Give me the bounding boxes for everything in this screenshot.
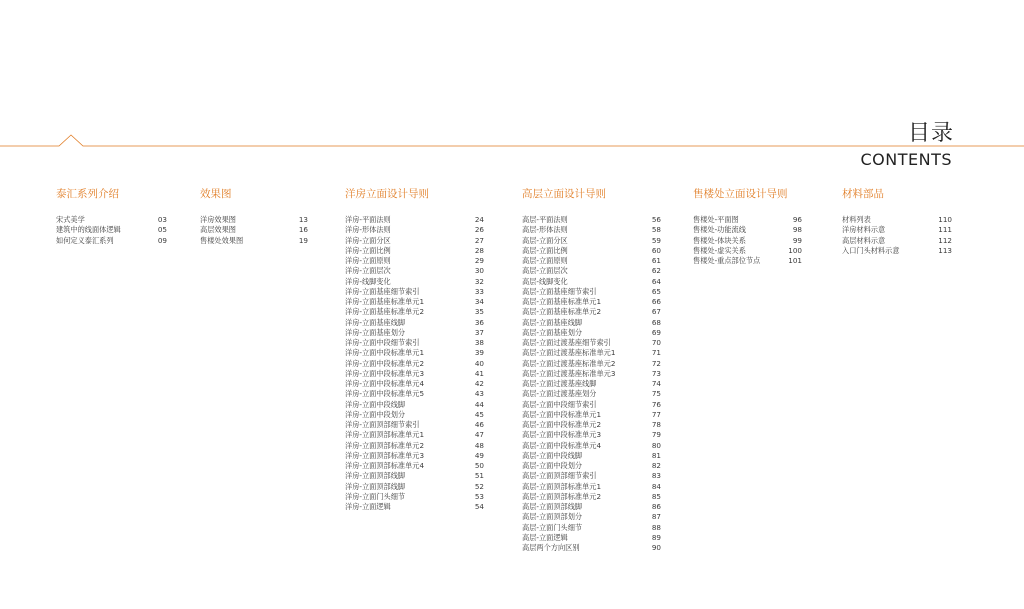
toc-entry[interactable]: [345, 482, 484, 492]
entry-page-number: 61: [651, 256, 661, 265]
toc-entry[interactable]: [200, 236, 308, 246]
toc-entry[interactable]: [522, 523, 661, 533]
toc-entry[interactable]: [345, 359, 484, 369]
entry-page-number: 16: [298, 225, 308, 235]
entry-title: 高层-立面顶部标准单元1: [522, 481, 602, 491]
entry-title: 高层两个方向区别: [522, 543, 580, 552]
entry-page-number: 68: [651, 317, 661, 327]
entry-title: 高层-线脚变化: [522, 276, 568, 286]
entry-title: 高层-形体法则: [522, 225, 568, 235]
entry-page-number: 38: [474, 338, 484, 347]
entry-page-number: 27: [474, 235, 484, 245]
toc-entry[interactable]: [522, 533, 661, 543]
toc-entry[interactable]: [842, 225, 952, 235]
entry-page-number: 74: [651, 379, 661, 388]
entry-title: 高层-立面顶部线脚: [522, 502, 583, 511]
entry-title: 高层-立面比例: [522, 245, 568, 255]
toc-section: [842, 186, 952, 256]
entry-page-number: 30: [474, 266, 484, 276]
entry-page-number: 45: [474, 409, 484, 419]
entry-title: 入口门头材料示意: [842, 245, 900, 255]
entry-title: 洋房-立面顶部线脚: [345, 471, 406, 481]
entry-page-number: 24: [474, 215, 484, 224]
entry-page-number: 75: [651, 389, 661, 399]
entry-page-number: 89: [651, 532, 661, 542]
entry-page-number: 41: [474, 368, 484, 378]
page-title: 目录: [907, 121, 954, 146]
entry-title: 洋房-立面原则: [345, 256, 391, 265]
toc-entry[interactable]: [345, 389, 484, 399]
entry-title: 高层-立面顶部划分: [522, 512, 583, 522]
entry-page-number: 100: [788, 245, 802, 255]
toc-entry[interactable]: [345, 471, 484, 481]
entry-title: 高层-立面中段线脚: [522, 450, 583, 460]
entry-page-number: 87: [651, 512, 661, 522]
toc-entry[interactable]: [200, 215, 308, 225]
entry-title: 洋房-立面中段标准单元5: [345, 389, 425, 399]
entry-page-number: 86: [651, 502, 661, 511]
entry-title: 高层-立面基座标准单元1: [522, 297, 602, 306]
entry-title: 洋房-立面顶部线脚: [345, 481, 406, 491]
entry-page-number: 40: [474, 358, 484, 368]
toc-entry[interactable]: [522, 451, 661, 461]
entry-page-number: 36: [474, 317, 484, 327]
toc-entry[interactable]: [522, 512, 661, 522]
toc-entry[interactable]: [522, 369, 661, 379]
entry-title: 高层-立面过渡基座线脚: [522, 379, 597, 388]
toc-entry[interactable]: [345, 277, 484, 287]
toc-entry[interactable]: [522, 318, 661, 328]
section-heading: 高层立面设计导则: [522, 188, 606, 200]
entry-title: 洋房-立面中段标准单元3: [345, 368, 425, 378]
entry-title: 高层效果图: [200, 225, 236, 235]
entry-title: 高层材料示意: [842, 235, 886, 245]
entry-page-number: 37: [474, 327, 484, 337]
entry-page-number: 84: [651, 481, 661, 491]
toc-entry[interactable]: [522, 225, 661, 235]
entry-title: 高层-立面中段标准单元3: [522, 430, 602, 440]
entry-page-number: 69: [651, 327, 661, 337]
entry-title: 高层-立面层次: [522, 266, 568, 276]
entry-title: 高层-立面中段划分: [522, 461, 583, 470]
entry-title: 高层-立面基座细节索引: [522, 286, 597, 296]
entry-page-number: 85: [651, 491, 661, 501]
section-heading: 售楼处立面设计导则: [693, 188, 788, 200]
toc-entry[interactable]: [345, 492, 484, 502]
entry-page-number: 82: [651, 461, 661, 470]
section-heading: 效果图: [200, 188, 232, 200]
entry-title: 高层-立面顶部标准单元2: [522, 491, 602, 501]
entry-page-number: 29: [474, 256, 484, 265]
toc-entry[interactable]: [693, 246, 802, 256]
entry-page-number: 26: [474, 225, 484, 235]
toc-entry[interactable]: [693, 236, 802, 246]
toc-entry[interactable]: [200, 225, 308, 235]
section-heading: 洋房立面设计导则: [345, 188, 429, 200]
entry-title: 洋房-立面基座线脚: [345, 317, 406, 327]
entry-title: 高层-立面过渡基座标准单元3: [522, 368, 616, 378]
entry-title: 洋房-立面顶部标准单元4: [345, 461, 425, 470]
entry-title: 高层-立面顶部细节索引: [522, 471, 597, 481]
entry-page-number: 48: [474, 440, 484, 450]
entry-title: 洋房-立面基座划分: [345, 327, 406, 337]
entry-page-number: 66: [651, 297, 661, 306]
entry-page-number: 46: [474, 420, 484, 429]
toc-entry[interactable]: [345, 348, 484, 358]
entry-page-number: 13: [298, 215, 308, 224]
entry-title: 洋房-立面顶部细节索引: [345, 420, 420, 429]
toc-entry[interactable]: [522, 461, 661, 471]
entry-title: 洋房-立面基座细节索引: [345, 286, 420, 296]
toc-entry[interactable]: [345, 256, 484, 266]
toc-entry[interactable]: [522, 543, 661, 553]
entry-page-number: 111: [938, 225, 952, 235]
entry-page-number: 44: [474, 399, 484, 409]
entry-title: 洋房-立面中段划分: [345, 409, 406, 419]
toc-section: [693, 186, 802, 266]
entry-page-number: 70: [651, 338, 661, 347]
toc-section: [345, 186, 484, 512]
entry-title: 高层-立面逻辑: [522, 532, 568, 542]
toc-entry[interactable]: [345, 338, 484, 348]
entry-title: 售楼处-功能流线: [693, 225, 746, 235]
toc-entry[interactable]: [522, 277, 661, 287]
page-subtitle: CONTENTS: [860, 150, 952, 169]
entry-page-number: 28: [474, 245, 484, 255]
entry-title: 洋房-立面分区: [345, 235, 391, 245]
entry-page-number: 50: [474, 461, 484, 470]
toc-entry[interactable]: [693, 215, 802, 225]
toc-entry[interactable]: [522, 246, 661, 256]
entry-page-number: 56: [651, 215, 661, 224]
toc-entry[interactable]: [345, 297, 484, 307]
toc-entry[interactable]: [522, 389, 661, 399]
toc-entry[interactable]: [522, 441, 661, 451]
entry-page-number: 32: [474, 276, 484, 286]
entry-page-number: 77: [651, 409, 661, 419]
entry-title: 洋房-立面门头细节: [345, 491, 406, 501]
entry-page-number: 76: [651, 399, 661, 409]
toc-entry[interactable]: [522, 215, 661, 225]
entry-page-number: 34: [474, 297, 484, 306]
entry-page-number: 88: [651, 522, 661, 532]
entry-title: 高层-立面基座线脚: [522, 317, 583, 327]
entry-title: 售楼处-平面图: [693, 215, 739, 224]
toc-entry[interactable]: [345, 246, 484, 256]
entry-page-number: 78: [651, 420, 661, 429]
entry-title: 高层-立面基座标准单元2: [522, 307, 602, 317]
toc-entry[interactable]: [522, 297, 661, 307]
toc-entry[interactable]: [522, 482, 661, 492]
entry-page-number: 60: [651, 245, 661, 255]
toc-entry[interactable]: [345, 215, 484, 225]
entry-title: 高层-立面中段标准单元2: [522, 420, 602, 429]
toc-entry[interactable]: [345, 410, 484, 420]
entry-title: 售楼处-体块关系: [693, 235, 746, 245]
entry-page-number: 64: [651, 276, 661, 286]
toc-entry[interactable]: [345, 287, 484, 297]
entry-page-number: 79: [651, 430, 661, 440]
entry-title: 高层-立面中段标准单元4: [522, 440, 602, 450]
toc-entry[interactable]: [345, 502, 484, 512]
entry-title: 洋房-立面中段标准单元1: [345, 348, 425, 358]
entry-title: 高层-立面基座划分: [522, 327, 583, 337]
entry-title: 洋房-立面基座标准单元2: [345, 307, 425, 317]
toc-entry[interactable]: [522, 236, 661, 246]
toc-entry[interactable]: [345, 379, 484, 389]
entry-title: 高层-平面法则: [522, 215, 568, 224]
entry-page-number: 71: [651, 348, 661, 358]
entry-title: 洋房-立面顶部标准单元2: [345, 440, 425, 450]
entry-page-number: 83: [651, 471, 661, 481]
entry-title: 高层-立面分区: [522, 235, 568, 245]
toc-entry[interactable]: [522, 256, 661, 266]
entry-page-number: 52: [474, 481, 484, 491]
toc-entry[interactable]: [522, 502, 661, 512]
toc-entry[interactable]: [345, 266, 484, 276]
entry-page-number: 58: [651, 225, 661, 235]
entry-page-number: 112: [938, 235, 952, 245]
toc-entry[interactable]: [345, 451, 484, 461]
toc-section: [200, 186, 308, 246]
toc-entry[interactable]: [522, 328, 661, 338]
toc-entry[interactable]: [345, 400, 484, 410]
entry-page-number: 05: [157, 225, 167, 235]
toc-entry[interactable]: [693, 225, 802, 235]
entry-title: 宋式美学: [56, 215, 85, 224]
entry-page-number: 65: [651, 286, 661, 296]
entry-page-number: 47: [474, 430, 484, 440]
toc-entry[interactable]: [345, 430, 484, 440]
entry-title: 建筑中的线面体逻辑: [56, 225, 121, 235]
entry-page-number: 35: [474, 307, 484, 317]
toc-entry[interactable]: [56, 236, 167, 246]
toc-entry[interactable]: [56, 215, 167, 225]
entry-title: 洋房材料示意: [842, 225, 886, 235]
toc-entry[interactable]: [522, 410, 661, 420]
entry-title: 洋房-形体法则: [345, 225, 391, 235]
toc-entry[interactable]: [522, 359, 661, 369]
entry-page-number: 49: [474, 450, 484, 460]
entry-page-number: 73: [651, 368, 661, 378]
toc-entry[interactable]: [345, 420, 484, 430]
toc-entry[interactable]: [522, 379, 661, 389]
toc-entry[interactable]: [522, 430, 661, 440]
entry-title: 高层-立面过渡基座细节索引: [522, 338, 611, 347]
toc-entry[interactable]: [345, 461, 484, 471]
section-heading: 泰汇系列介绍: [56, 188, 119, 200]
toc-entry[interactable]: [345, 441, 484, 451]
entry-title: 洋房-立面中段标准单元2: [345, 358, 425, 368]
entry-title: 高层-立面原则: [522, 256, 568, 265]
entry-title: 高层-立面中段标准单元1: [522, 409, 602, 419]
entry-page-number: 110: [938, 215, 952, 224]
entry-page-number: 113: [938, 245, 952, 255]
entry-page-number: 80: [651, 440, 661, 450]
entry-title: 洋房-立面基座标准单元1: [345, 297, 425, 306]
entry-title: 洋房-立面层次: [345, 266, 391, 276]
entry-page-number: 33: [474, 286, 484, 296]
entry-title: 高层-立面过渡基座标准单元2: [522, 358, 616, 368]
entry-title: 高层-立面过渡基座标准单元1: [522, 348, 616, 358]
entry-title: 洋房-平面法则: [345, 215, 391, 224]
toc-entry[interactable]: [842, 236, 952, 246]
entry-title: 高层-立面中段细节索引: [522, 399, 597, 409]
entry-title: 售楼处效果图: [200, 235, 244, 245]
entry-title: 材料列表: [842, 215, 871, 224]
section-heading: 材料部品: [842, 188, 884, 200]
entry-page-number: 53: [474, 491, 484, 501]
toc-section: [522, 186, 661, 553]
entry-page-number: 101: [788, 256, 802, 265]
entry-title: 洋房-立面比例: [345, 245, 391, 255]
entry-page-number: 43: [474, 389, 484, 399]
toc-section: [56, 186, 167, 246]
entry-title: 如何定义泰汇系列: [56, 235, 114, 245]
entry-title: 洋房-线脚变化: [345, 276, 391, 286]
toc-entry[interactable]: [693, 256, 802, 266]
entry-title: 售楼处-虚实关系: [693, 245, 746, 255]
entry-title: 洋房-立面逻辑: [345, 502, 391, 511]
entry-title: 高层-立面过渡基座划分: [522, 389, 597, 399]
entry-title: 洋房-立面顶部标准单元3: [345, 450, 425, 460]
entry-page-number: 19: [298, 235, 308, 245]
entry-title: 洋房-立面中段标准单元4: [345, 379, 425, 388]
entry-page-number: 03: [157, 215, 167, 224]
entry-title: 售楼处-重点部位节点: [693, 256, 761, 265]
toc-entry[interactable]: [522, 492, 661, 502]
toc-entry[interactable]: [522, 307, 661, 317]
toc-entry[interactable]: [345, 328, 484, 338]
toc-entry[interactable]: [842, 215, 952, 225]
entry-page-number: 90: [651, 543, 661, 552]
entry-page-number: 67: [651, 307, 661, 317]
toc-entry[interactable]: [345, 307, 484, 317]
entry-page-number: 72: [651, 358, 661, 368]
entry-title: 洋房效果图: [200, 215, 236, 224]
entry-page-number: 62: [651, 266, 661, 276]
toc-entry[interactable]: [522, 266, 661, 276]
toc-entry[interactable]: [522, 348, 661, 358]
entry-page-number: 59: [651, 235, 661, 245]
entry-page-number: 81: [651, 450, 661, 460]
toc-entry[interactable]: [522, 471, 661, 481]
toc-entry[interactable]: [522, 400, 661, 410]
toc-entry[interactable]: [522, 338, 661, 348]
entry-title: 洋房-立面顶部标准单元1: [345, 430, 425, 440]
entry-page-number: 54: [474, 502, 484, 511]
toc-entry[interactable]: [345, 318, 484, 328]
entry-page-number: 42: [474, 379, 484, 388]
entry-page-number: 51: [474, 471, 484, 481]
toc-entry[interactable]: [522, 420, 661, 430]
entry-page-number: 99: [792, 235, 802, 245]
toc-entry[interactable]: [842, 246, 952, 256]
toc-entry[interactable]: [56, 225, 167, 235]
entry-page-number: 39: [474, 348, 484, 358]
entry-title: 洋房-立面中段细节索引: [345, 338, 420, 347]
toc-entry[interactable]: [345, 369, 484, 379]
entry-page-number: 96: [792, 215, 802, 224]
toc-entry[interactable]: [522, 287, 661, 297]
toc-entry[interactable]: [345, 225, 484, 235]
toc-entry[interactable]: [345, 236, 484, 246]
entry-title: 高层-立面门头细节: [522, 522, 583, 532]
entry-page-number: 09: [157, 235, 167, 245]
entry-title: 洋房-立面中段线脚: [345, 399, 406, 409]
entry-page-number: 98: [792, 225, 802, 235]
